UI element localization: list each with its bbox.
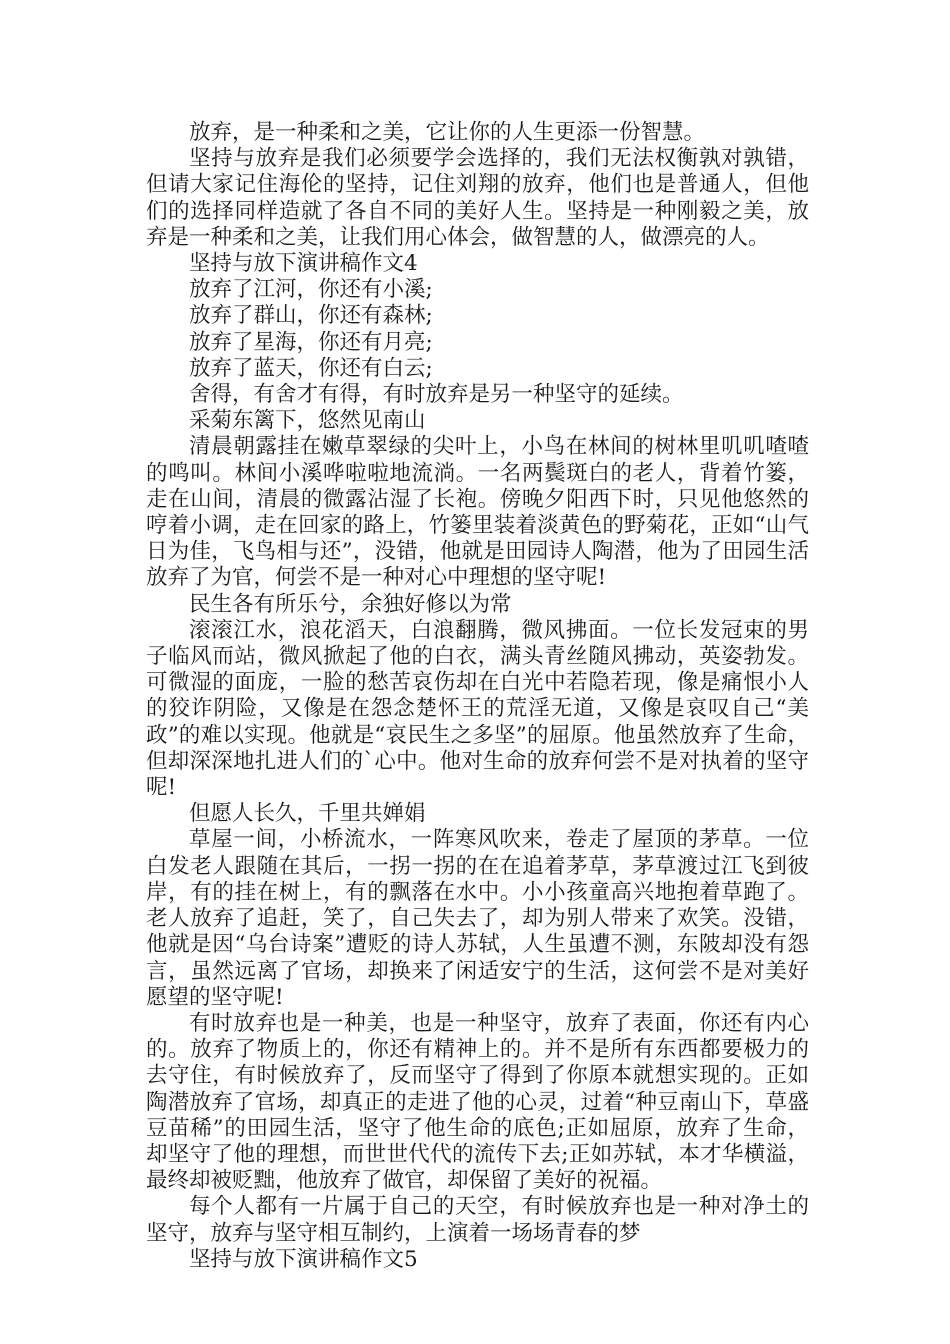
paragraph: 清晨朝露挂在嫩草翠绿的尖叶上，小鸟在林间的树林里叽叽喳喳的鸣叫。林间小溪哗啦啦地流淌。一名两鬓斑白的老人，背着竹篓，走在山间，清晨的微露沾湿了长袍。傍晚夕阳西下时，只见他悠然的哼着小调，走在回家的路上，竹篓里装着淡黄色的野菊花，正如“山气日为佳，飞鸟相与还”，没错，他就是田园诗人陶潜，他为了田园生活放弃了为官，何尝不是一种对心中理想的坚守呢! <box>146 434 809 591</box>
section-heading: 坚持与放下演讲稿作文4 <box>189 251 418 277</box>
poem-line-heading: 但愿人长久，千里共婵娟 <box>189 801 426 827</box>
paragraph: 放弃了蓝天，你还有白云; <box>189 355 433 381</box>
document-body <box>146 120 809 1273</box>
paragraph: 有时放弃也是一种美，也是一种坚守，放弃了表面，你还有内心的。放弃了物质上的，你还有精神上的。并不是所有东西都要极力的去守住，有时候放弃了，反而坚守了得到了你原本就想实现的。正如陶潜放弃了官场，却真正的走进了他的心灵，过着“种豆南山下，草盛豆苗稀”的田园生活，坚守了他生命的底色;正如屈原，放弃了生命，却坚守了他的理想，而世世代代的流传下去;正如苏轼，本才华横溢，最终却被贬黜，他放弃了做官，却保留了美好的祝福。 <box>146 1010 809 1194</box>
paragraph: 放弃了星海，你还有月亮; <box>189 329 433 355</box>
poem-line-heading: 民生各有所乐兮，余独好修以为常 <box>189 591 512 617</box>
poem-line-heading: 采菊东篱下，悠然见南山 <box>189 408 426 434</box>
paragraph: 放弃了江河，你还有小溪; <box>189 277 433 303</box>
paragraph: 每个人都有一片属于自己的天空，有时候放弃也是一种对净土的坚守，放弃与坚守相互制约，上演着一场场青春的梦 <box>146 1194 809 1246</box>
paragraph: 放弃，是一种柔和之美，它让你的人生更添一份智慧。 <box>189 120 706 145</box>
section-heading: 坚持与放下演讲稿作文5 <box>189 1246 418 1272</box>
paragraph: 舍得，有舍才有得，有时放弃是另一种坚守的延续。 <box>189 382 684 408</box>
paragraph: 坚持与放弃是我们必须要学会选择的，我们无法权衡孰对孰错，但请大家记住海伦的坚持，记住刘翔的放弃，他们也是普通人，但他们的选择同样造就了各自不同的美好人生。坚持是一种刚毅之美，放弃是一种柔和之美，让我们用心体会，做智慧的人，做漂亮的人。 <box>146 146 809 250</box>
paragraph: 放弃了群山，你还有森林; <box>189 303 433 329</box>
paragraph: 草屋一间，小桥流水，一阵寒风吹来，卷走了屋顶的茅草。一位白发老人跟随在其后，一拐一拐的在在追着茅草，茅草渡过江飞到彼岸，有的挂在树上，有的飘落在水中。小小孩童高兴地抱着草跑了。老人放弃了追赶，笑了，自己失去了，却为别人带来了欢笑。没错，他就是因“乌台诗案”遭贬的诗人苏轼，人生虽遭不测，东陂却没有怨言，虽然远离了官场，却换来了闲适安宁的生活，这何尝不是对美好愿望的坚守呢! <box>146 827 809 1010</box>
paragraph: 滚滚江水，浪花滔天，白浪翻腾，微风拂面。一位长发冠束的男子临风而站，微风掀起了他的白衣，满头青丝随风拂动，英姿勃发。可微湿的面庞，一脸的愁苦哀伤却在白光中若隐若现，像是痛恨小人的狡诈阴险，又像是在怨念楚怀王的荒淫无道，又像是哀叹自己“美政”的难以实现。他就是“哀民生之多坚”的屈原。他虽然放弃了生命，但却深深地扎进人们的`心中。他对生命的放弃何尝不是对执着的坚守呢! <box>146 617 809 801</box>
